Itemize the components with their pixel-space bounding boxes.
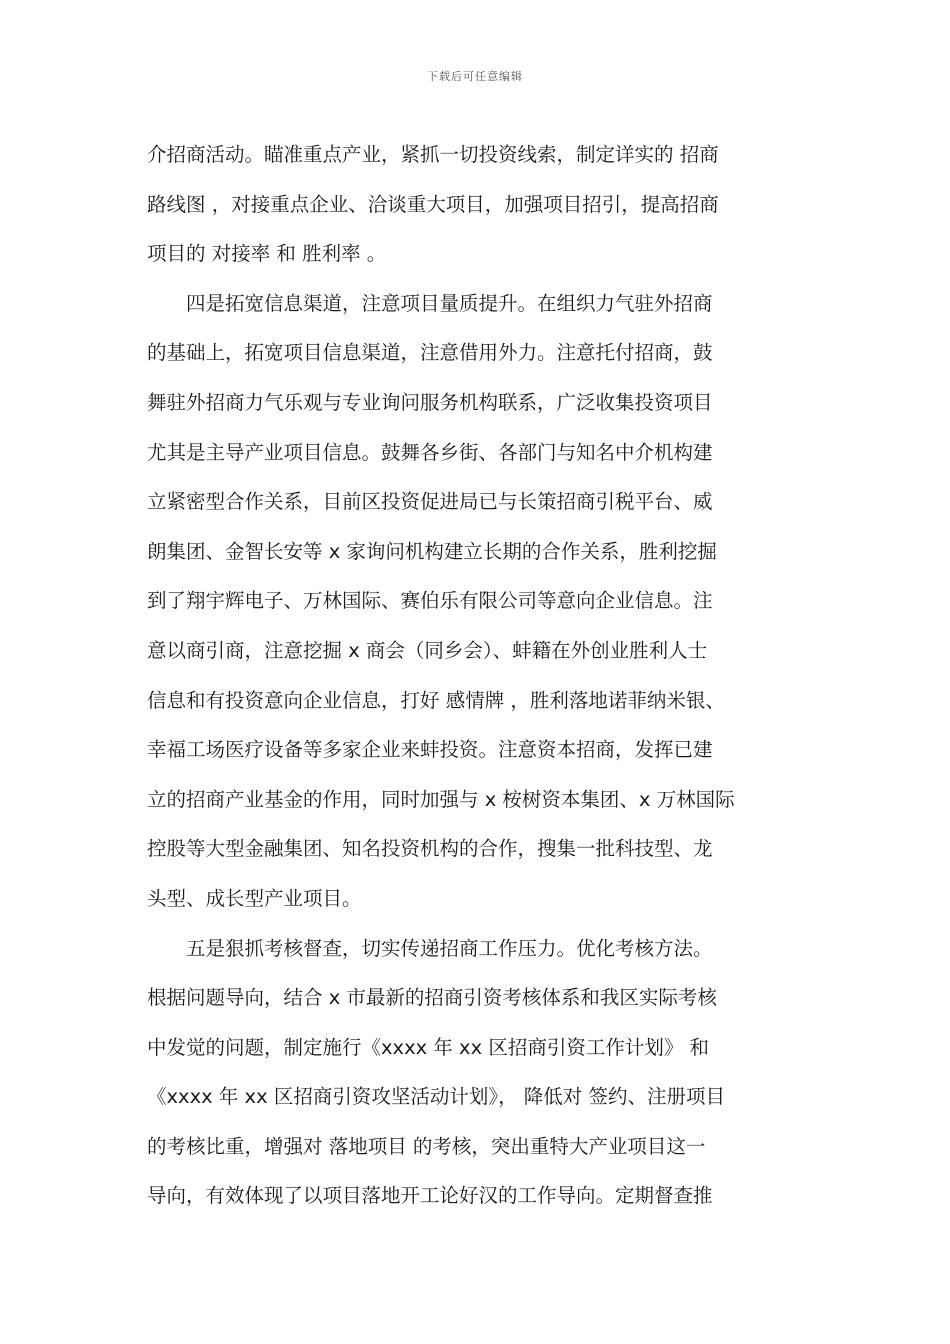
text-line: 意以商引商，注意挖掘 x 商会（同乡会）、蚌籍在外创业胜利人士 xyxy=(147,638,708,662)
page-header: 下载后可任意编辑 xyxy=(427,70,523,83)
text-line: 的考核比重，增强对 落地项目 的考核，突出重特大产业项目这一 xyxy=(147,1134,706,1158)
text-line: 信息和有投资意向企业信息，打好 感情牌 ，胜利落地诺菲纳米银、 xyxy=(147,688,725,712)
paragraph-5-start: 五是狠抓考核督查，切实传递招商工作压力。优化考核方法。 xyxy=(147,936,713,960)
text-line: 头型、成长型产业项目。 xyxy=(147,886,362,910)
text-line: 介招商活动。瞄准重点产业，紧抓一切投资线索，制定详实的 招商 xyxy=(147,143,719,166)
text-line: 立紧密型合作关系，目前区投资促进局已与长策招商引税平台、威 xyxy=(147,490,713,514)
text-line: 中发觉的问题，制定施行《xxxx 年 xx 区招商引资工作计划》 和 xyxy=(147,1035,710,1059)
text-line: 幸福工场医疗设备等多家企业来蚌投资。注意资本招商，发挥已建 xyxy=(147,738,713,762)
text-line: 路线图 ，对接重点企业、洽谈重大项目，加强项目招引，提高招商 xyxy=(147,192,719,216)
text-line: 朗集团、金智长安等 x 家询问机构建立长期的合作关系，胜利挖掘 xyxy=(147,539,717,563)
text-line: 项目的 对接率 和 胜利率 。 xyxy=(147,242,387,266)
text-line: 尤其是主导产业项目信息。鼓舞各乡街、各部门与知名中介机构建 xyxy=(147,440,713,464)
text-line: 立的招商产业基金的作用，同时加强与 x 桉树资本集团、x 万林国际 xyxy=(147,787,735,811)
text-line: 舞驻外招商力气乐观与专业询问服务机构联系，广泛收集投资项目 xyxy=(147,390,713,414)
text-line: 到了翔宇辉电子、万林国际、赛伯乐有限公司等意向企业信息。注 xyxy=(147,589,713,613)
text-line: 根据问题导向，结合 x 市最新的招商引资考核体系和我区实际考核 xyxy=(147,986,717,1010)
text-line: 导向，有效体现了以项目落地开工论好汉的工作导向。定期督查推 xyxy=(147,1184,713,1208)
body-text xyxy=(147,130,823,1221)
text-line: 《xxxx 年 xx 区招商引资攻坚活动计划》， 降低对 签约、注册项目 xyxy=(147,1085,725,1109)
paragraph-4-start: 四是拓宽信息渠道，注意项目量质提升。在组织力气驻外招商 xyxy=(147,291,713,315)
text-line: 控股等大型金融集团、知名投资机构的合作，搜集一批科技型、龙 xyxy=(147,837,713,861)
text-line: 的基础上，拓宽项目信息渠道，注意借用外力。注意托付招商，鼓 xyxy=(147,341,713,365)
